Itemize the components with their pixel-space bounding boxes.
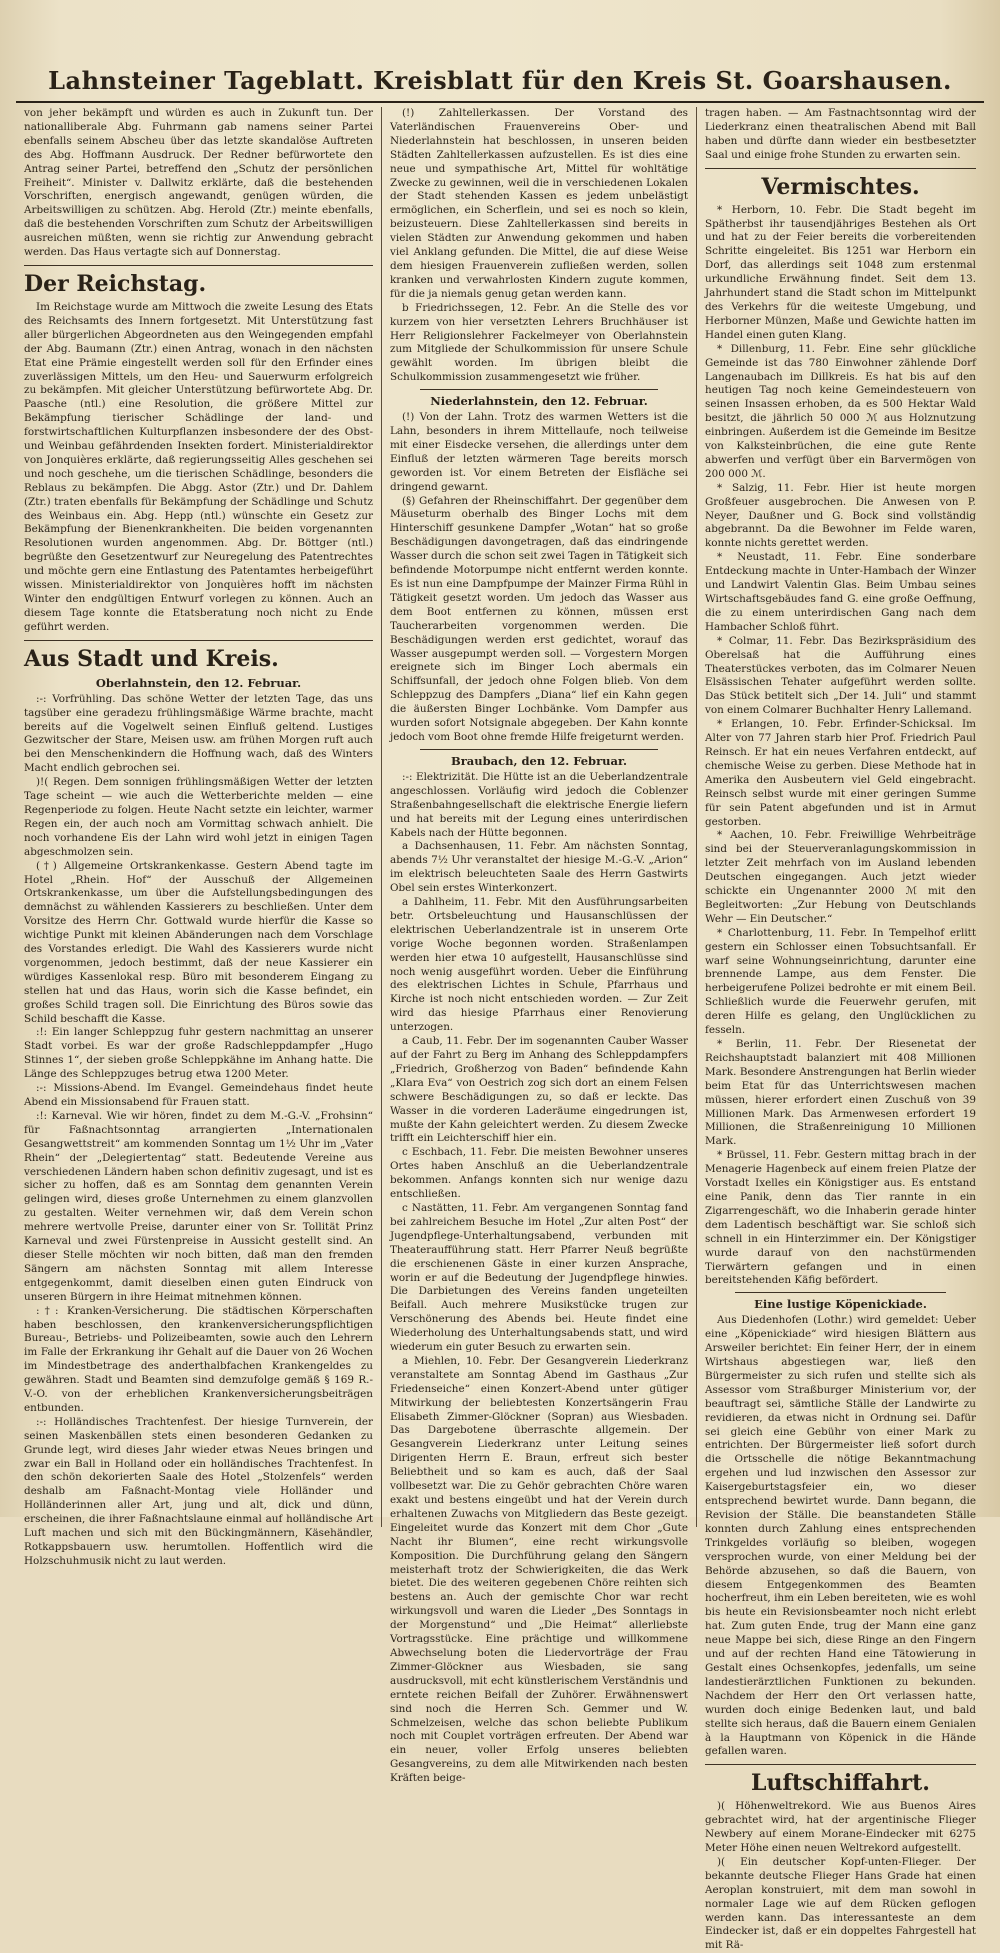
news-item: (†) Allgemeine Ortskrankenkasse. Gestern Abend tagte im Hotel „Rhein. Hof“ der Ausschuß der Allgemeinen Ortskrankenkasse, um über die Aufstellungsbedingungen des demnächst zu wählenden Kassierers zu beschließen. Unter dem Vorsitze des Herrn Chr. Gottwald wurde hierfür die Kasse so wichtige Punkt mit kleinen Abänderungen nach dem Vorschlage des Vorstandes erledigt. Die Wahl des Kassierers wurde nicht vorgenommen, jedoch bestimmt, daß der neue Kassierer ein würdiges Kassenlokal resp. Büro mit besonderem Eingang zu stellen hat und das Haus, worin sich die Kasse befindet, ein großes Schild tragen soll. Die Einrichtung des Büros sowie das Schild beschafft die Kasse.	[24, 859, 373, 1025]
article-text: von jeher bekämpft und würden es auch in Zukunft tun. Der nationalliberale Abg. Fuhrmann gab namens seiner Partei ebenfalls seinem Abscheu über das letzte skandalöse Auftreten des Abg. Hoffmann Ausdruck. Der Redner befürwortete den Antrag seiner Partei, betreffend den „Schutz der persönlichen Freiheit“. Minister v. Dallwitz erklärte, daß die bestehenden Vorschriften, energisch angewandt, genügen würden, die Arbeitswilligen zu schützen. Abg. Herold (Ztr.) meinte ebenfalls, daß die bestehenden Vorschriften zum Schutz der Arbeitswilligen ausreichen müßten, wenn sie richtig zur Anwendung gebracht werden. Das Haus vertagte sich auf Donnerstag.	[24, 107, 373, 259]
news-item: * Herborn, 10. Febr. Die Stadt begeht im Spätherbst ihr tausendjähriges Bestehen als Ort und hat zu der Feier bereits die vorbereitenden Schritte eingeleitet. Bis 1251 war Herborn ein Dorf, das allerdings seit 1048 zum erstenmal urkundliche Erwähnung findet. Seit dem 13. Jahrhundert stand die Stadt schon im Mittelpunkt des Verkehrs für die weiteste Umgebung, und Herborner Münzen, Maße und Gewichte hatten im Handel einen guten Klang.	[705, 203, 976, 341]
divider	[420, 749, 658, 750]
news-item: (!) Von der Lahn. Trotz des warmen Wetters ist die Lahn, besonders in ihrem Mittellaufe, noch teilweise mit einer Eisdecke versehen, die allerdings unter dem Einfluß der letzten wärmeren Tage bereits morsch geworden ist. Vor einem Betreten der Eisfläche sei dringend gewarnt.	[390, 411, 688, 493]
article-text: Aus Diedenhofen (Lothr.) wird gemeldet: Ueber eine „Köpenickiade“ wird hiesigen Blättern aus Arsweiler berichtet: Ein feiner Herr, der in einem Wirtshaus abgestiegen war, ließ den Bürgermeister zu sich rufen und stellte sich als Assessor vom Straßburger Ministerium vor, der beauftragt sei, sämtliche Ställe der Landwirte zu revidieren, da etwas nicht in Ordnung sei. Dafür sei gleich eine Gebühr von einer Mark zu entrichten. Der Bürgermeister ließ sofort durch die Ortsschelle die nötige Bekanntmachung ergehen und lud inzwischen den Assessor zur Kaisergeburtstagsfeier ein, wo dieser entsprechend bewirtet wurde. Dann begann, die Revision der Ställe. Die beanstandeten Ställe konnten durch Zahlung eines entsprechenden Trinkgeldes vorläufig so bleiben, wogegen versprochen wurde, von einer Meldung bei der Behörde abzusehen, so daß die Bauern, von diesem Entgegenkommen des Beamten hocherfreut, ihm ein Leben bereiteten, wie es wohl bis heute ein Revisionsbeamter noch nicht erlebt hat. Zum guten Ende, trug der Mann eine ganz neue Mappe bei sich, diese Ringe an den Fingern und auf der rechten Hand eine Tätowierung in Gestalt eines Ochsenkopfes, jedenfalls, um seine landestierärztlichen Funktionen zu bekunden. Nachdem der Herr den Ort verlassen hatte, wurden doch einige Bedenken laut, und bald stellte sich heraus, daß die Bauern einem Genialen à la Hauptmann von Köpenick in die Hände gefallen waren.	[705, 1314, 976, 1758]
news-item: :-: Elektrizität. Die Hütte ist an die Ueberlandzentrale angeschlossen. Vorläufig wird jedoch die Coblenzer Straßenbahngesellschaft die elektrische Energie liefern und hat bereits mit der Legung eines unterirdischen Kabels nach der Hütte begonnen.	[390, 770, 688, 839]
news-item: * Erlangen, 10. Febr. Erfinder-Schicksal. Im Alter von 77 Jahren starb hier Prof. Friedrich Paul Reinsch. Er hat ein neues Verfahren entdeckt, auf chemische Weise zu gerben. Diese Methode hat in Amerika den Ausbeutern viel Geld eingebracht. Reinsch selbst wurde mit einer geringen Summe für sein Patent abgefunden und ist in Armut gestorben.	[705, 718, 976, 828]
news-item: * Dillenburg, 11. Febr. Eine sehr glückliche Gemeinde ist das 780 Einwohner zählende Dorf Langenaubach im Dillkreis. Es hat bis auf den heutigen Tag noch keine Gemeindesteuern von seinen Insassen erhoben, da es 500 Hektar Wald besitzt, die jährlich 50 000 ℳ aus Holznutzung einbringen. Außerdem ist die Gemeinde im Besitze von Kalksteinbrüchen, die eine gute Rente abwerfen und verfügt über ein Barvermögen von 200 000 ℳ.	[705, 342, 976, 480]
news-item: :†: Kranken-Versicherung. Die städtischen Körperschaften haben beschlossen, den krankenversicherungspflichtigen Bureau-, Betriebs- und Polizeibeamten, sowie auch den Lehrern im Falle der Erkrankung ihr Gehalt auf die Dauer von 26 Wochen im Mindestbetrage des anderthalbfachen Krankengeldes zu gewähren. Stadt und Beamten sind demzufolge gemäß § 169 R.-V.-O. von der erheblichen Krankenversicherungsbeiträgen entbunden.	[24, 1304, 373, 1414]
news-item: :!: Ein langer Schleppzug fuhr gestern nachmittag an unserer Stadt vorbei. Es war der große Radschleppdampfer „Hugo Stinnes 1“, der sieben große Schleppkähne im Anhang hatte. Die Länge des Schleppzuges betrug etwa 1200 Meter.	[24, 1026, 373, 1081]
subheading: Eine lustige Köpenickiade.	[754, 1297, 927, 1312]
column-1	[16, 107, 381, 1567]
news-item: )( Ein deutscher Kopf-unten-Flieger. Der bekannte deutsche Flieger Hans Grade hat einen Aeroplan konstruiert, mit dem man sowohl in normaler Lage wie auf dem Rücken geflogen werden kann. Das interessanteste an dem Eindecker ist, daß er ein doppeltes Fahrgestell hat mit Rä-	[705, 1855, 976, 1952]
section-heading: Aus Stadt und Kreis.	[24, 645, 279, 672]
news-item: (!) Zahltellerkassen. Der Vorstand des Vaterländischen Frauenvereins Ober- und Niederlahnstein hat beschlossen, in unseren beiden Städten Zahltellerkassen aufzustellen. Es ist dies eine neue und sympathische Art, Mittel für wohltätige Zwecke zu gewinnen, weil die in verschiedenen Lokalen der Stadt stehenden Kassen es jedem unbelästigt ermöglichen, ein Scherflein, und sei es noch so klein, beizusteuern. Diese Zahltellerkassen sind bereits in vielen Städten zur Anwendung gekommen und haben viel Anklang gefunden. Die Mittel, die auf diese Weise dem hiesigen Frauenverein zufließen werden, sollen kranken und verwahrlosten Kindern zugute kommen, für die ja niemals genug getan werden kann.	[390, 107, 688, 300]
news-item: )( Höhenweltrekord. Wie aus Buenos Aires gebrachtet wird, hat der argentinische Flieger Newbery auf einem Morane-Eindecker mit 6275 Meter Höhe einen neuen Weltrekord aufgestellt.	[705, 1800, 976, 1855]
masthead: Lahnsteiner Tageblatt. Kreisblatt für den Kreis St. Goarshausen.	[48, 66, 952, 95]
news-item: :-: Missions-Abend. Im Evangel. Gemeindehaus findet heute Abend ein Missionsabend für Frauen statt.	[24, 1082, 373, 1108]
news-item: * Salzig, 11. Febr. Hier ist heute morgen Großfeuer ausgebrochen. Die Anwesen von P. Neyer, Daußner und G. Bock sind vollständig abgebrannt. Da die Bewohner im Felde waren, konnte nichts gerettet werden.	[705, 481, 976, 550]
dateline: Braubach, den 12. Februar.	[451, 753, 627, 768]
masthead-rule	[16, 101, 984, 103]
divider	[705, 168, 976, 169]
news-item: )!( Regen. Dem sonnigen frühlingsmäßigen Wetter der letzten Tage scheint — wie auch die Wetterberichte melden — eine Regenperiode zu folgen. Heute Nacht setzte ein leichter, warmer Regen ein, der auch noch am Vormittag schwach anhielt. Die noch vorhandene Eis der Lahn wird wohl jetzt in einigen Tagen abgeschmolzen sein.	[24, 776, 373, 858]
divider	[705, 1764, 976, 1765]
news-item: :-: Holländisches Trachtenfest. Der hiesige Turnverein, der seinen Maskenbällen stets einen besonderen Gedanken zu Grunde legt, wird dieses Jahr wieder etwas Neues bringen und zwar ein Ball in Holland oder ein holländisches Trachtenfest. In den schön dekorierten Saale des Hotel „Stolzenfels“ werden deshalb am Faßnacht-Montag viele Holländer und Holländerinnen aller Art, jung und alt, dick und dünn, erscheinen, die ihrer Faßnachtslaune einmal auf holländische Art Luft machen und sich mit den Bückingmännern, Käsehändler, Rotkappsbauern usw. herumtollen. Hoffentlich wird die Holzschuhmusik nicht zu laut werden.	[24, 1415, 373, 1567]
news-item: * Berlin, 11. Febr. Der Riesenetat der Reichshauptstadt balanziert mit 408 Millionen Mark. Besondere Anstrengungen hat Berlin wieder beim Etat für das Unterrichtswesen machen müssen, hierer erfordert einen Zuschuß von 39 Millionen Mark. Das Armenwesen erfordert 19 Millionen, die Straßenreinigung 10 Millionen Mark.	[705, 1038, 976, 1148]
news-item: * Neustadt, 11. Febr. Eine sonderbare Entdeckung machte in Unter-Hambach der Winzer und Landwirt Valentin Glas. Beim Umbau seines Wirtschaftsgebäudes fand G. eine große Oeffnung, die zu einem unterirdischen Gang nach dem Hambacher Schloß führt.	[705, 551, 976, 633]
section-heading: Vermischtes.	[761, 173, 920, 200]
news-item: a Dachsenhausen, 11. Febr. Am nächsten Sonntag, abends 7½ Uhr veranstaltet der hiesige M.-G.-V. „Arion“ im elektrisch beleuchteten Saale des Herrn Gastwirts Obel sein erstes Winterkonzert.	[390, 840, 688, 895]
news-item: c Eschbach, 11. Febr. Die meisten Bewohner unseres Ortes haben Anschluß an die Ueberlandzentrale bekommen. Anfangs konnten sich nur wenige dazu entschließen.	[390, 1146, 688, 1201]
news-item: c Nastätten, 11. Febr. Am vergangenen Sonntag fand bei zahlreichem Besuche im Hotel „Zur alten Post“ der Jugendpflege-Unterhaltungsabend, verbunden mit Theateraufführung statt. Herr Pfarrer Neuß begrüßte die erschienenen Gäste in einer kurzen Ansprache, worin er auf die Bedeutung der Jugendpflege hinwies. Die Darbietungen des Vereins fanden ungeteilten Beifall. Auch mehrere Musikstücke trugen zur Verschönerung des Abends bei. Heute findet eine Wiederholung des Unterhaltungsabends statt, und wird wiederum ein guter Besuch zu erwarten sein.	[390, 1201, 688, 1354]
column-2	[381, 107, 696, 1785]
section-heading: Der Reichstag.	[24, 270, 207, 297]
divider	[735, 1292, 946, 1293]
section-heading: Luftschiffahrt.	[751, 1770, 930, 1797]
news-item: * Colmar, 11. Febr. Das Bezirkspräsidium des Oberelsaß hat die Aufführung eines Theaterstückes verboten, das im Colmarer Neuen Elsässischen Tehater aufgeführt werden sollte. Das Stück betitelt sich „Der 14. Juli“ und stammt von einem Colmarer Buchhalter Henry Lallemand.	[705, 634, 976, 717]
news-item: * Charlottenburg, 11. Febr. In Tempelhof erlitt gestern ein Schlosser einen Tobsuchtsanfall. Er warf seine Wohnungseinrichtung, darunter eine brennende Lampe, aus dem Fenster. Die herbeigerufene Polizei bedrohte er mit einem Beil. Schließlich wurde die Feuerwehr gerufen, mit deren Hilfe es gelang, den Unglücklichen zu fesseln.	[705, 926, 976, 1037]
divider	[420, 389, 658, 390]
news-item: * Aachen, 10. Febr. Freiwillige Wehrbeiträge sind bei der Steuerveranlagungskommission in letzter Zeit mehrfach von im Ausland lebenden Deutschen eingegangen. Auch jetzt wieder schickte ein Ungenannter 2000 ℳ mit den Begleitworten: „Zur Hebung von Deutschlands Wehr — Ein Deutscher.“	[705, 829, 976, 925]
news-item: a Dahlheim, 11. Febr. Mit den Ausführungsarbeiten betr. Ortsbeleuchtung und Hausanschlüssen der elektrischen Ueberlandzentrale ist in unserem Orte vorige Woche begonnen worden. Straßenlampen werden hier etwa 10 aufgestellt, Hausanschlüsse sind noch wenig ausgeführt worden. Ueber die Einführung des elektrischen Lichtes in Schule, Pfarrhaus und Kirche ist noch nicht entschieden worden. — Zur Zeit wird das hiesige Pfarrhaus einer Renovierung unterzogen.	[390, 896, 688, 1034]
article-text: Im Reichstage wurde am Mittwoch die zweite Lesung des Etats des Reichsamts des Innern fortgesetzt. Mit Unterstützung fast aller bürgerlichen Abgeordneten aus den Weingegenden empfahl der Abg. Baumann (Ztr.) einen Antrag, wonach in den nächsten Etat eine Prämie eingestellt werden soll für den Erfinder eines zuverlässigen Mittels, um den Heu- und Sauerwurm erfolgreich zu bekämpfen. Mit gleicher Unterstützung befürwortete Abg. Dr. Paasche (ntl.) eine Resolution, die größere Mittel zur Bekämpfung tierischer Schädlinge der land- und forstwirtschaftlichen Kulturpflanzen insbesondere der des Obst- und Weinbau gefährdenden Insekten fordert. Ministerialdirektor von Jonquières erklärte, daß regierungsseitig Alles geschehen sei und noch geschehe, um die tierischen Schädlinge, besonders die Reblaus zu bekämpfen. Die Abgg. Astor (Ztr.) und Dr. Dahlem (Ztr.) traten ebenfalls für Bekämpfung der Schädlinge und Schutz des Weinbaus ein. Abg. Hepp (ntl.) wünschte ein Gesetz zur Bekämpfung der Bienenkrankheiten. Die beiden vorgenannten Resolutionen wurden angenommen. Abg. Dr. Böttger (ntl.) begrüßte den Gesetzentwurf zur Neuregelung des Patentrechtes und möchte gern eine Entlastung des Patentamtes herbeigeführt wissen. Ministerialdirektor von Jonquières hofft im nächsten Winter den endgültigen Entwurf vorlegen zu können. Auch an diesem Tage konnte die Etatsberatung noch nicht zu Ende geführt werden.	[24, 300, 373, 633]
divider	[24, 640, 373, 641]
news-item: (§) Gefahren der Rheinschiffahrt. Der gegenüber dem Mäuseturm oberhalb des Binger Lochs mit dem Hinterschiff gesunkene Dampfer „Wotan“ hat so große Beschädigungen davongetragen, daß das eindringende Wasser durch die schon seit zwei Tagen in Tätigkeit sich befindende Motorpumpe nicht entfernt werden konnte. Es ist nun eine Dampfpumpe der Mainzer Firma Rühl in Tätigkeit gesetzt worden. Um jedoch das Wasser aus dem Boot entfernen zu können, müssen erst Taucherarbeiten vorgenommen werden. Die Beschädigungen werden erst gedichtet, worauf das Wasser ausgepumpt werden soll. — Vorgestern Morgen ereignete sich im Binger Loch abermals ein Schiffsunfall, der jedoch ohne Folgen blieb. Von dem Schleppzug des Dampfers „Diana“ lief ein Kahn gegen die äußersten Binger Lochbänke. Vom Dampfer aus wurden sofort Notsignale abgegeben. Der Kahn konnte jedoch vom Boot ohne fremde Hilfe freigeturnt werden.	[390, 494, 688, 743]
columns	[16, 107, 984, 1952]
news-item: * Brüssel, 11. Febr. Gestern mittag brach in der Menagerie Hagenbeck auf einem freien Platze der Vorstadt Ixelles ein Königstiger aus. Es entstand eine Panik, denn das Tier rannte in ein Zigarrengeschäft, wo die Inhaberin gerade hinter dem Ladentisch beschäftigt war. Sie schloß sich schnell in ein Hinterzimmer ein. Der Königstiger wurde darauf von den nachstürmenden Tierwärtern gefangen und in einen bereitstehenden Käfig befördert.	[705, 1149, 976, 1287]
news-item: a Miehlen, 10. Febr. Der Gesangverein Liederkranz veranstaltete am Sonntag Abend im Gasthaus „Zur Friedenseiche“ einen Konzert-Abend unter gütiger Mitwirkung der beliebtesten Konzertsängerin Frau Elisabeth Zimmer-Glöckner (Sopran) aus Wiesbaden. Das Dargebotene überraschte allgemein. Der Gesangverein Liederkranz unter Leitung seines Dirigenten Herrn E. Braun, erfreut sich bester Beliebtheit und so kam es auch, daß der Saal vollbesetzt war. Die zu Gehör gebrachten Chöre waren exakt und bestens eingeübt und hat der Verein durch erhaltenen Zuwachs von Mitgliedern das Beste gezeigt. Eingeleitet wurde das Konzert mit dem Chor „Gute Nacht ihr Blumen“, eine recht wirkungsvolle Komposition. Die Durchführung gelang den Sängern meisterhaft trotz der Schwierigkeiten, die das Werk bietet. Die des weiteren gegebenen Chöre reihten sich bestens an. Auch der gemischte Chor war recht wirkungsvoll und waren die Lieder „Des Sonntags in der Morgenstund“ und „Die Heimat“ allerliebste Vortragsstücke. Eine prächtige und willkommene Abwechselung boten die Liedervorträge der Frau Zimmer-Glöckner aus Wiesbaden, sie sang ausdrucksvoll, mit echt künstlerischem Verständnis und erntete reichen Beifall der Zuhörer. Erwähnenswert sind noch die Herren Sch. Gemmer und W. Schmelzeisen, welche das schon beliebte Publikum noch mit Couplet vorträgen erfreuten. Der Abend war ein neuer, voller Erfolg unseres beliebten Gesangvereins, zu dem alle Mitwirkenden nach besten Kräften beige-	[390, 1354, 688, 1785]
divider	[24, 265, 373, 266]
news-item: b Friedrichssegen, 12. Febr. An die Stelle des vor kurzem von hier versetzten Lehrers Bruchhäuser ist Herr Religionslehrer Fackelmeyer von Oberlahnstein zum Mitgliede der Schulkommission für unsere Schule gewählt worden. Im übrigen bleibt die Schulkommission zusammengesetzt wie früher.	[390, 301, 688, 384]
news-item: a Caub, 11. Febr. Der im sogenannten Cauber Wasser auf der Fahrt zu Berg im Anhang des Schleppdampfers „Friedrich, Großherzog von Baden“ befindende Kahn „Klara Eva“ von Oestrich zog sich dort an einem Felsen schwere Beschädigungen zu, so daß er leckte. Das Wasser in die vorderen Laderäume eingedrungen ist, mußte der Kahn geleichtert werden. Zu diesem Zwecke trifft ein Leichterschiff hier ein.	[390, 1035, 688, 1145]
dateline: Oberlahnstein, den 12. Februar.	[95, 675, 302, 690]
column-3	[696, 107, 984, 1952]
dateline: Niederlahnstein, den 12. Februar.	[430, 394, 648, 409]
news-item: :!: Karneval. Wie wir hören, findet zu dem M.-G.-V. „Frohsinn“ für Faßnachtsonntag arrangierten „Internationalen Gesangwettstreit“ am kommenden Sonntag um 1½ Uhr im „Vater Rhein“ der „Delegiertentag“ statt. Bedeutende Vereine aus verschiedenen Ländern haben schon definitiv zugesagt, und ist es sicher zu hoffen, daß es am Sonntag dem genannten Verein gelingen wird, dieses große Unternehmen zu einem glanzvollen zu gestalten. Weiter vernehmen wir, daß dem Verein schon mehrere wertvolle Preise, darunter einer von Sr. Tollität Prinz Karneval und zwei Fürstenpreise in Aussicht gestellt sind. An dieser Stelle möchten wir noch bitten, daß man den fremden Sängern am nächsten Sonntag mit allem Interesse entgegenkommt, damit dieselben einen guten Eindruck von unseren Bürgern in ihre Heimat mitnehmen können.	[24, 1109, 373, 1303]
article-text: tragen haben. — Am Fastnachtsonntag wird der Liederkranz einen theatralischen Abend mit Ball haben und dürfte dann wieder ein bestbesetzter Saal und einige frohe Stunden zu erwarten sein.	[705, 107, 976, 161]
news-item: :-: Vorfrühling. Das schöne Wetter der letzten Tage, das uns tagsüber eine geradezu frühlingsmäßige Wärme brachte, macht bereits auf die Vogelwelt seinen Einfluß geltend. Lustiges Gezwitscher der Stare, Meisen usw. am frühen Morgen ruft auch bei den Menschenkindern die Hoffnung wach, daß des Winters Macht endlich gebrochen sei.	[24, 692, 373, 775]
